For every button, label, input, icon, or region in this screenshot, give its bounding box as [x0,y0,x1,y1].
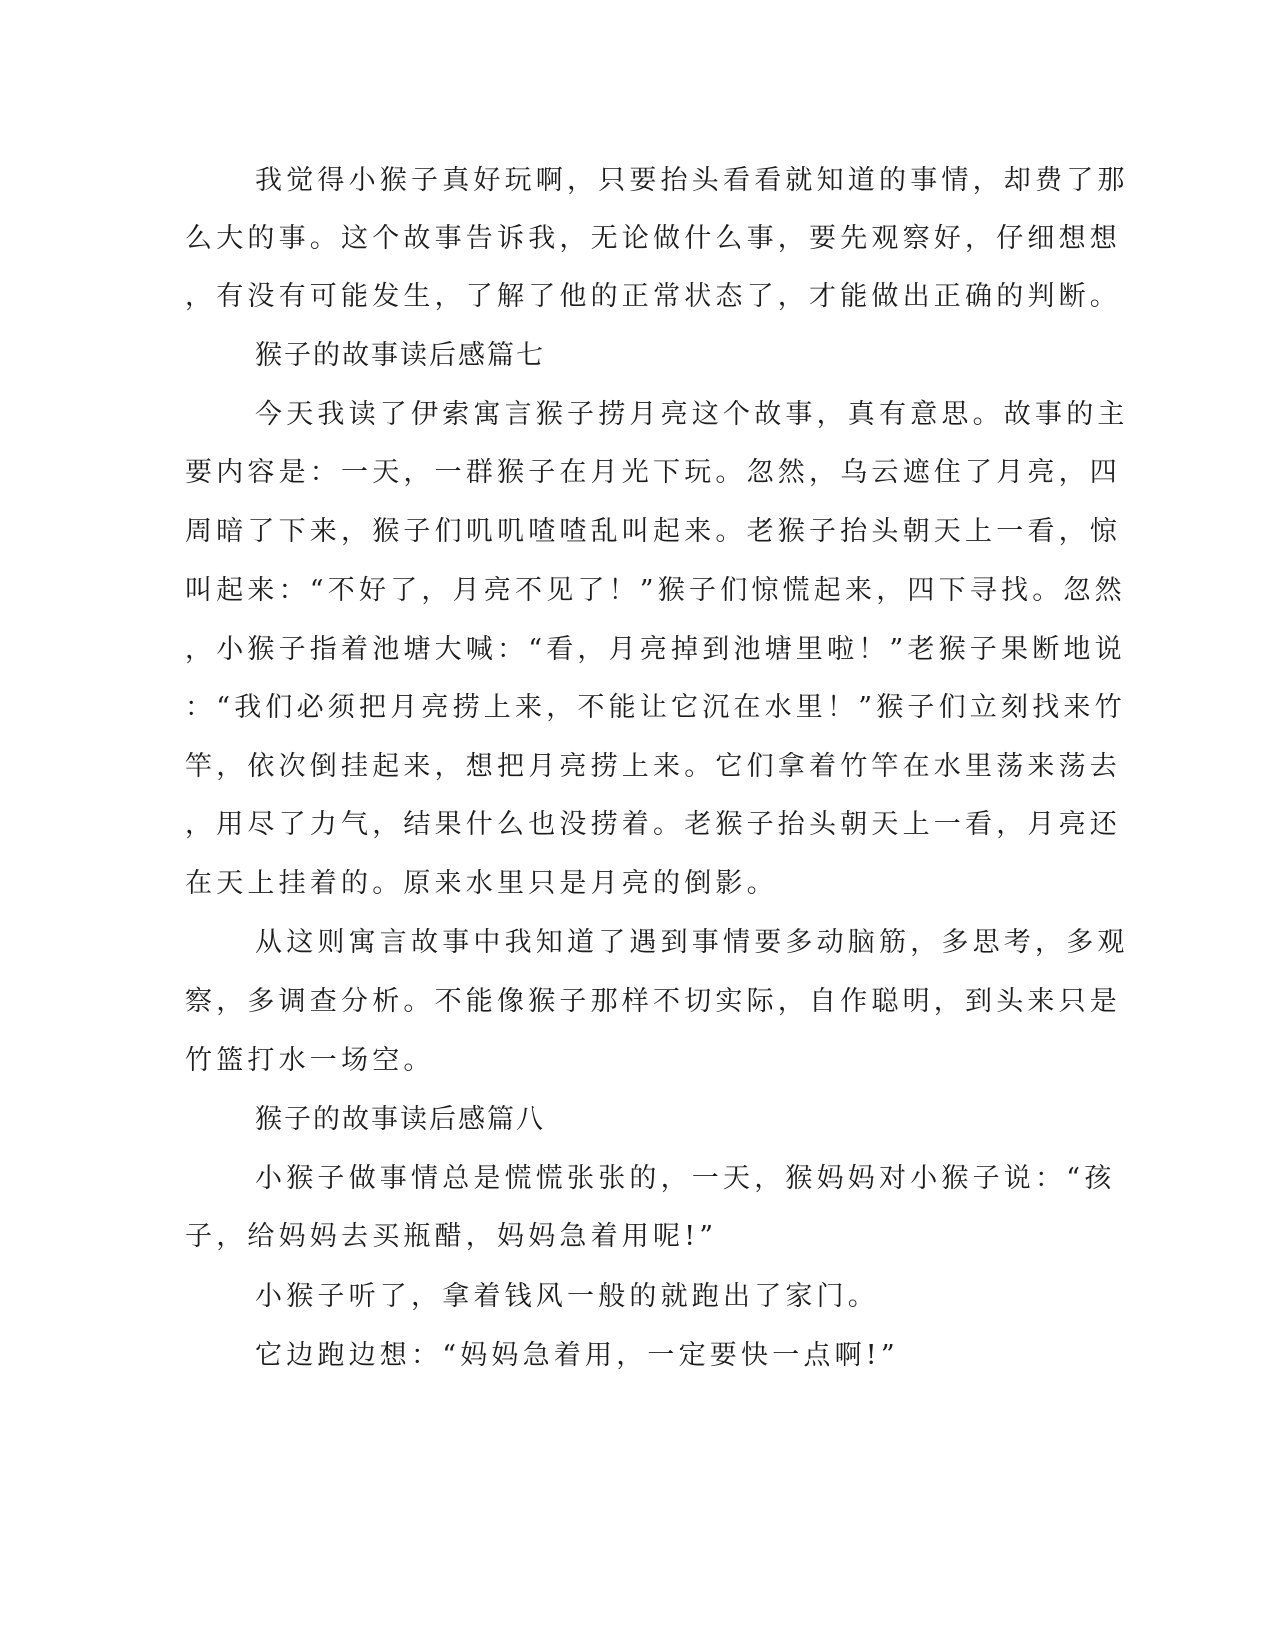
paragraph-5-line-1: 小猴子听了，拿着钱风一般的就跑出了家门。 [255,1281,879,1312]
paragraph-3-line-2: 察，多调查分析。不能像猴子那样不切实际，自作聪明，到头来只是 [185,986,1121,1017]
paragraph-2-line-2: 要内容是：一天，一群猴子在月光下玩。忽然，乌云遮住了月亮，四 [185,457,1121,488]
paragraph-3-line-1: 从这则寓言故事中我知道了遇到事情要多动脑筋，多思考，多观 [255,927,1129,958]
paragraph-2-line-6: ：“我们必须把月亮捞上来，不能让它沉在水里！”猴子们立刻找来竹 [185,692,1126,723]
paragraph-3-line-3: 竹篮打水一场空。 [185,1045,435,1076]
paragraph-6-line-1: 它边跑边想：“妈妈急着用，一定要快一点啊!” [255,1340,899,1371]
paragraph-2-line-8: ，用尽了力气，结果什么也没捞着。老猴子抬头朝天上一看，月亮还 [185,809,1121,840]
paragraph-1-line-2: 么大的事。这个故事告诉我，无论做什么事，要先观察好，仔细想想 [185,223,1121,254]
paragraph-1-line-3: ，有没有可能发生，了解了他的正常状态了，才能做出正确的判断。 [185,281,1121,312]
paragraph-4-line-2: 子，给妈妈去买瓶醋，妈妈急着用呢!” [185,1221,718,1252]
paragraph-2-line-7: 竿，依次倒挂起来，想把月亮捞上来。它们拿着竹竿在水里荡来荡去 [185,751,1121,782]
paragraph-2-line-5: ，小猴子指着池塘大喊：“看，月亮掉到池塘里啦！”老猴子果断地说 [185,634,1126,665]
paragraph-1-line-1: 我觉得小猴子真好玩啊，只要抬头看看就知道的事情，却费了那 [255,165,1129,196]
paragraph-2-line-1: 今天我读了伊索寓言猴子捞月亮这个故事，真有意思。故事的主 [255,399,1129,430]
section-heading-7: 猴子的故事读后感篇七 [255,340,545,371]
paragraph-4-line-1: 小猴子做事情总是慌慌张张的，一天，猴妈妈对小猴子说：“孩 [255,1163,1116,1194]
paragraph-2-line-4: 叫起来：“不好了，月亮不见了！”猴子们惊慌起来，四下寻找。忽然 [185,575,1126,606]
paragraph-2-line-3: 周暗了下来，猴子们叽叽喳喳乱叫起来。老猴子抬头朝天上一看，惊 [185,516,1121,547]
section-heading-8: 猴子的故事读后感篇八 [255,1104,545,1135]
paragraph-2-line-9: 在天上挂着的。原来水里只是月亮的倒影。 [185,868,778,899]
